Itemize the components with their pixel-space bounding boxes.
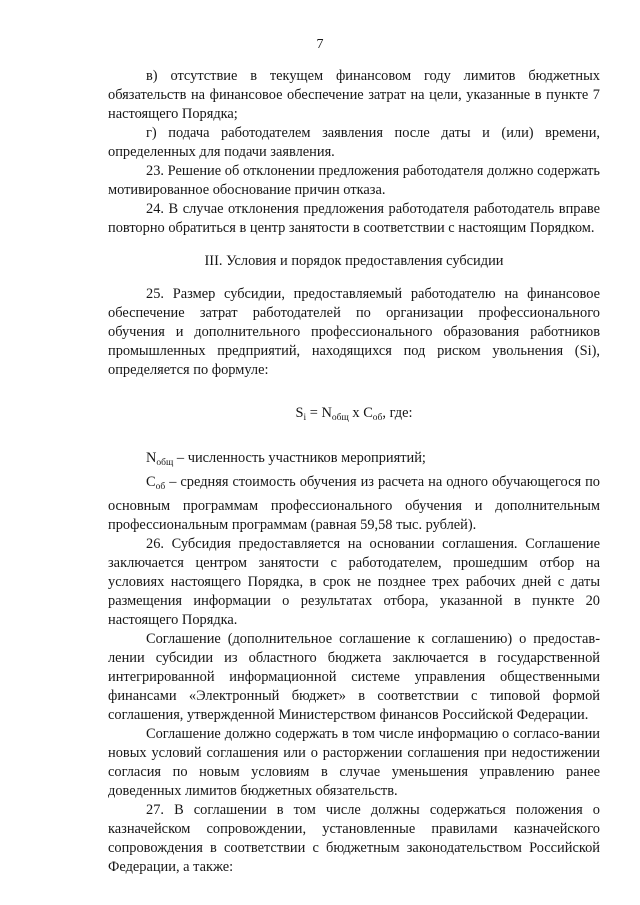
definition-n: [108, 449, 600, 473]
paragraph-27: 27. В соглашении в том числе должны содержаться положения о казначейском сопровождении, установленные правилами казначейского сопровождения в соответствии с бюджетным законодательством Российской Федерации, а также:: [108, 802, 600, 875]
definition-n-sub: общ: [156, 458, 174, 468]
formula-n-sub: общ: [331, 413, 349, 423]
paragraph-agreement-ebudget: Соглашение (дополнительное соглашение к соглашению) о предостав-лении субсидии из областного бюджета заключается в государственной интегрированной информационной системе управления общественными финансами «Электронный бюджет» в соответствии с типовой формой соглашения, утвержденной Министерством финансов Российской Федерации.: [108, 631, 600, 723]
formula-times: х: [348, 405, 364, 421]
formula-s: S: [295, 405, 304, 421]
definition-c-text: – средняя стоимость обучения из расчета на одного обучающегося по основным программам профессионального обучения и дополнительным профессиональным программам (равная 59,58 тыс. рублей).: [108, 474, 600, 533]
paragraph-item-v: в) отсутствие в текущем финансовом году лимитов бюджетных обязательств на финансовое обеспечение затрат на цели, указанные в пункте 7 настоящего Порядка;: [108, 68, 600, 122]
formula-tail: , где:: [382, 405, 413, 421]
definition-c-sub: об: [155, 482, 166, 492]
formula-n: N: [321, 405, 332, 421]
definition-c: [108, 473, 600, 535]
section-heading: III. Условия и порядок предоставления субсидии: [204, 253, 504, 269]
formula-c-sub: об: [372, 413, 383, 423]
definition-n-text: – численность участников мероприятий;: [173, 450, 426, 466]
paragraph-24: 24. В случае отклонения предложения работодателя работодатель вправе повторно обратиться в центр занятости в соответствии с настоящим Порядком.: [108, 201, 600, 236]
formula-s-sub: i: [303, 413, 307, 423]
document-body: [108, 67, 600, 877]
definition-c-symbol: С: [146, 474, 156, 490]
paragraph-agreement-terms: Соглашение должно содержать в том числе информацию о согласо-вании новых условий соглашения или о расторжении соглашения при недостижении согласия по новым условиям в случае уменьшения управлению ранее доведенных лимитов бюджетных обязательств.: [108, 726, 600, 799]
paragraph-25: 25. Размер субсидии, предоставляемый работодателю на финансовое обеспечение затрат работодателей по организации профессионального обучения и дополнительного профессионального образования работников промышленных предприятий, находящихся под риском увольнения (Si), определяется по формуле:: [108, 286, 600, 378]
paragraph-23: 23. Решение об отклонении предложения работодателя должно содержать мотивированное обоснование причин отказа.: [108, 163, 600, 198]
paragraph-26: 26. Субсидия предоставляется на основании соглашения. Соглашение заключается центром занятости с работодателем, прошедшим отбор на условиях настоящего Порядка, в срок не позднее трех рабочих дней с даты размещения информации о результатах отбора, указанной в пункте 20 настоящего Порядка.: [108, 536, 600, 628]
subsidy-formula: [108, 403, 600, 428]
formula-eq: =: [306, 405, 322, 421]
paragraph-item-g: г) подача работодателем заявления после даты и (или) времени, определенных для подачи заявления.: [108, 125, 600, 160]
formula-c: С: [363, 405, 373, 421]
page-number: 7: [316, 37, 324, 52]
definition-n-symbol: N: [146, 450, 157, 466]
